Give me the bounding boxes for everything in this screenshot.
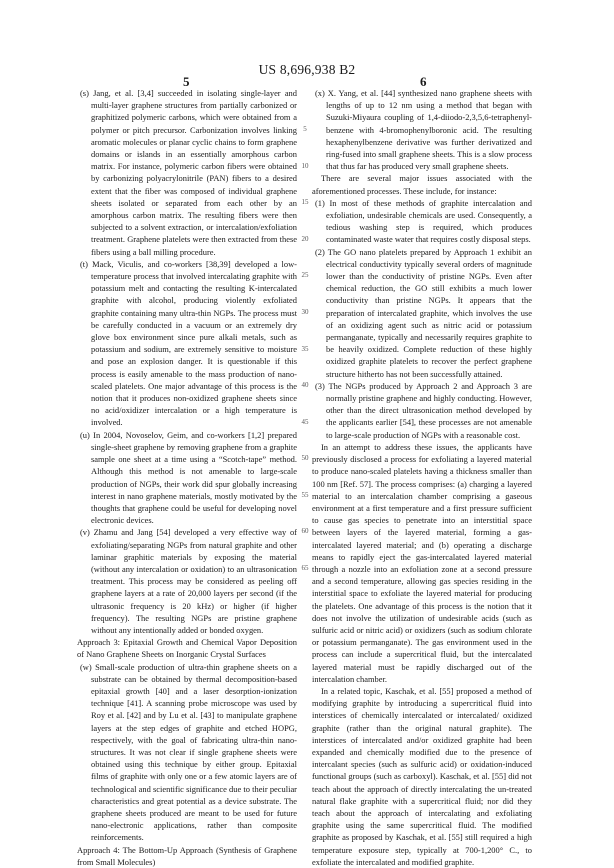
line-number: 15 xyxy=(301,198,309,206)
list-item-u: (u) In 2004, Novoselov, Geim, and co-workers [1,2] prepared single-sheet graphene by removing graphene from a graphite sample one sheet at a time using a “Scotch-tape” method. Although this method is not amenable to large-scale production of NGPs, their work did spur globally increasing interest in nano graphene materials, mostly motivated by the thoughts that graphene could be useful for developing novel electronic devices. xyxy=(80,429,297,526)
left-column-number: 5 xyxy=(183,74,190,89)
left-column xyxy=(77,87,297,868)
section-heading-approach-4: Approach 4: The Bottom-Up Approach (Synthesis of Graphene from Small Molecules) xyxy=(77,844,297,867)
line-number: 25 xyxy=(301,271,309,279)
line-number: 35 xyxy=(301,345,309,353)
line-number: 5 xyxy=(303,125,307,133)
line-number: 45 xyxy=(301,418,309,426)
paragraph-kaschak: In a related topic, Kaschak, et al. [55] proposed a method of modifying graphite by introducing a supercritical fluid into interstices of chemically intercalated or intercalated/ oxidized graphite (rather than the original natural graphite). The interstices of intercalated and/or oxidized graphite had been expanded and chemically modified due to the presence of intercalant species (such as sulfuric acid) or oxidation-induced functional groups (such as carboxyl). Kaschak, et al. [55] did not teach about the approach of directly intercalating the un-treated natural flake graphite with a supercritical fluid; nor did they teach about the approach of intercalating and exfoliating graphite using the same supercritical fluid. The modified graphite as proposed by Kaschak, et al. [55] still required a high temperature exposure step, typically at 700-1,200° C., to exfoliate the intercalated and modified graphite. xyxy=(312,685,532,867)
list-item-s: (s) Jang, et al. [3,4] succeeded in isolating single-layer and multi-layer graphene structures from partially carbonized or graphitized polymeric carbons, which were obtained from a polymer or pitch precursor. Carbonization involves linking aromatic molecules or planar cyclic chains to form graphene domains or islands in an essentially amorphous carbon matrix. For instance, polymeric carbon fibers were obtained by carbonizing polyacrylonitrile (PAN) fibers to a desired extent that the fiber was composed of individual graphene sheets isolated or separated from each other by an amorphous carbon matrix. The resulting fibers were then subjected to a solvent extraction, or intercalation/exfoliation treatment. Graphene platelets were then extracted from these fibers using a ball milling procedure. xyxy=(80,88,297,257)
line-number: 60 xyxy=(301,527,309,535)
section-heading-approach-3: Approach 3: Epitaxial Growth and Chemical Vapor Deposition of Nano Graphene Sheets on Inorganic Crystal Surfaces xyxy=(77,637,297,660)
patent-number: US 8,696,938 B2 xyxy=(258,62,356,77)
list-item-w: (w) Small-scale production of ultra-thin graphene sheets on a substrate can be obtained by thermal decomposition-based epitaxial growth [40] and a laser desorption-ionization technique [41]. A scanning probe microscope was used by Roy et al. [42] and by Lu et al. [43] to manipulate graphene layers at the step edges of graphite and etched HOPG, respectively, with the goal of fabricating ultra-thin nano-structures. It was not clear if single graphene sheets were obtained using this technique by either group. Epitaxial films of graphite with only one or a few atomic layers are of technological and scientific significance due to their peculiar characteristics and great potential as a device substrate. The graphene sheets produced are meant to be used for future nano-electronic applications, rather than composite reinforcements. xyxy=(80,661,297,843)
right-column-number: 6 xyxy=(420,74,427,89)
line-number: 50 xyxy=(301,454,309,462)
line-number: 65 xyxy=(301,564,309,572)
line-number: 30 xyxy=(301,308,309,316)
list-item-v: (v) Zhamu and Jang [54] developed a very effective way of exfoliating/separating NGPs from natural graphite and other laminar graphitic materials by exposing the material (without any intercalation or oxidation) to an ultrasonication treatment. This process may be considered as peeling off graphene layers at a rate of 20,000 layers per second (if the ultrasonic frequency is 20 kHz) or higher (if higher frequency). The resulting NGPs are pristine graphene without any intentionally added or bonded oxygen. xyxy=(80,527,297,635)
list-item-x: (x) X. Yang, et al. [44] synthesized nano graphene sheets with lengths of up to 12 nm using a method that began with Suzuki-Miyaura coupling of 1,4-diiodo-2,3,5,6-tetraphenyl-benzene with 4-bromophenylboronic acid. The resulting hexaphenylbenzene derivative was further derivatized and ring-fused into small graphene sheets. This is a slow process that thus far has produced very small graphene sheets. xyxy=(315,88,532,172)
list-item-3: (3) The NGPs produced by Approach 2 and Approach 3 are normally pristine graphene and highly conducting. However, other than the direct ultrasonication method developed by the applicants earlier [54], these processes are not amenable to large-scale production of NGPs with a reasonable cost. xyxy=(315,380,532,440)
line-number: 10 xyxy=(301,162,309,170)
list-item-1: (1) In most of these methods of graphite intercalation and exfoliation, undesirable chemicals are used. Consequently, a tedious washing step is required, which produces contaminated waste water that requires costly disposal steps. xyxy=(315,197,532,245)
line-number: 20 xyxy=(301,235,309,243)
list-item-t: (t) Mack, Viculis, and co-workers [38,39] developed a low-temperature process that involved intercalating graphite with potassium melt and contacting the resulting K-intercalated graphite with alcohol, producing violently exfoliated graphite containing many ultra-thin NGPs. The process must be carefully conducted in a vacuum or an extremely dry glove box environment since pure alkali metals, such as potassium and sodium, are extremely sensitive to moisture and pose an explosion danger. It is questionable if this process is easily amenable to the mass production of nano-scaled platelets. One major advantage of this process is the notion that it produces non-oxidized graphene sheets since no acid/oxidizer intercalation or a high temperature is involved. xyxy=(80,258,297,428)
paragraph-issues-intro: There are several major issues associated with the aforementioned processes. These include, for instance: xyxy=(312,173,532,196)
paragraph-prior-process: In an attempt to address these issues, the applicants have previously disclosed a process for exfoliating a layered material to produce nano-scaled platelets having a thickness smaller than 100 nm [Ref. 57]. The process comprises: (a) charging a layered material to an intercalation chamber comprising a gaseous environment at a first temperature and a first pressure sufficient to cause gas species to penetrate into an interstitial space between layers of the layered material, forming a gas-intercalated layered material; and (b) operating a discharge means to rapidly eject the gas-intercalated layered material through a nozzle into an exfoliation zone at a second pressure and a second temperature, allowing gas species residing in the interstitial space to exfoliate the layered material for producing the platelets. One advantage of this process is the notion that it does not involve the utilization of undesirable acids (such as sulfuric acid or nitric acid) or oxidizers (such as sodium chlorate or potassium permanganate). The gas environment used in the process can include a supercritical fluid, but the intercalated layered material must be rapidly discharged out of the intercalation chamber. xyxy=(312,441,532,684)
right-column xyxy=(312,87,532,868)
list-item-2: (2) The GO nano platelets prepared by Approach 1 exhibit an electrical conductivity typically several orders of magnitude lower than the conductivity of pristine NGPs. Even after chemical reduction, the GO still exhibits a much lower conductivity than pristine NGPs. It appears that the preparation of intercalated graphite, which involves the use of an oxidizing agent such as nitric acid or potassium permanganate, typically and necessarily requires graphite to be heavily oxidized. Complete reduction of these highly oxidized graphite platelets to recover the perfect graphene structure hitherto has not been successfully attained. xyxy=(315,246,532,379)
line-number: 55 xyxy=(301,491,309,499)
line-number: 40 xyxy=(301,381,309,389)
